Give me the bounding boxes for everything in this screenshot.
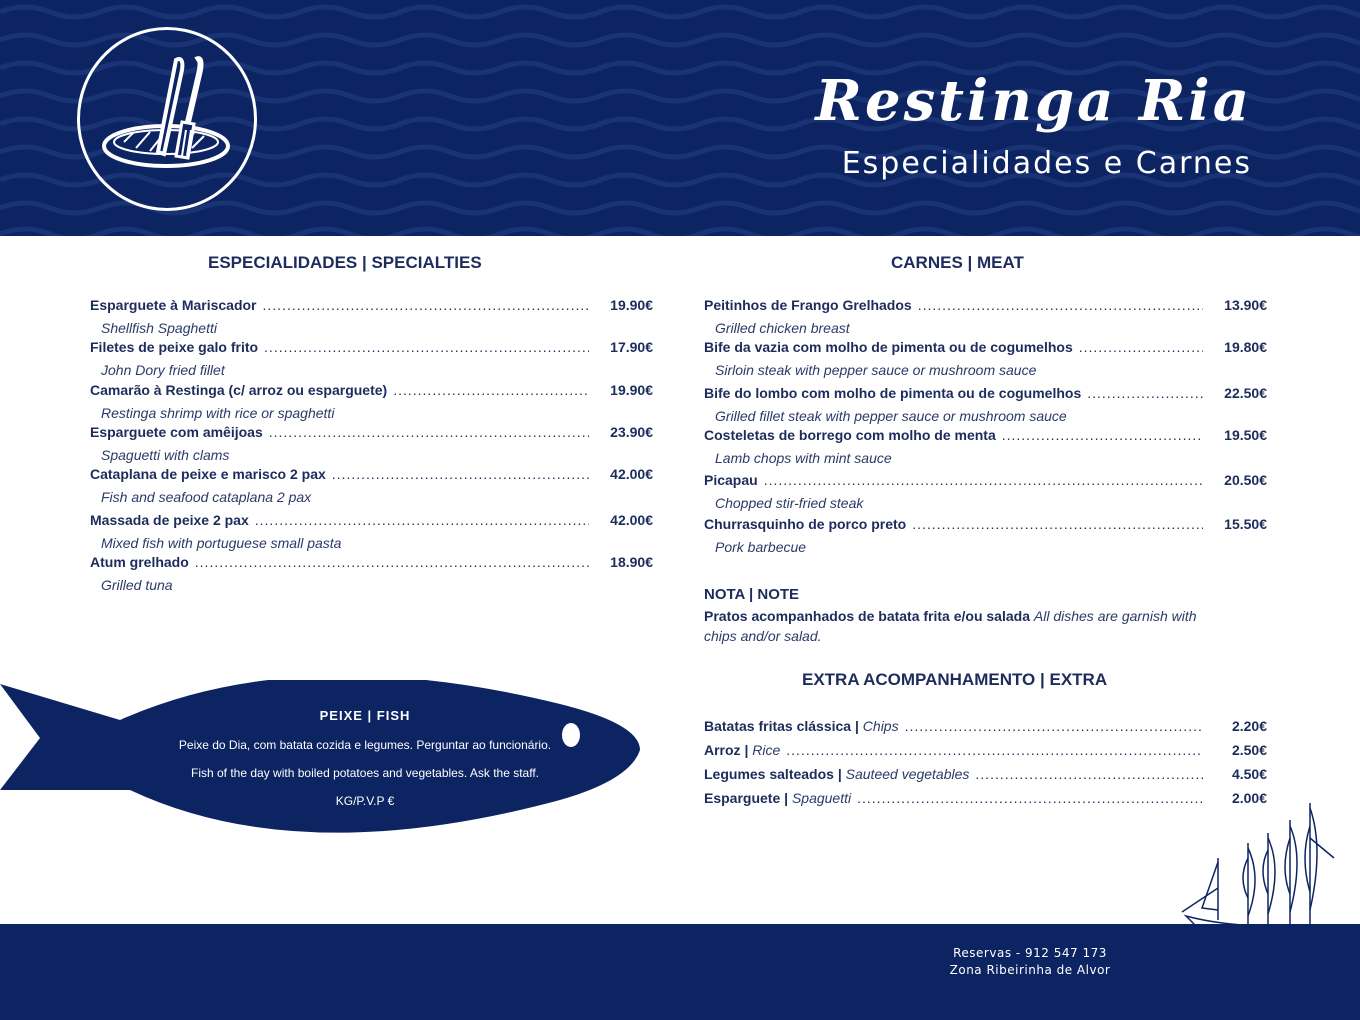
location-text: Zona Ribeirinha de Alvor [949,963,1111,977]
reservations-phone: Reservas - 912 547 173 [953,946,1107,960]
menu-item-description: Spaguetti with clams [101,447,230,463]
meat-title: CARNES | MEAT [891,253,1024,272]
menu-item-line [90,466,653,486]
menu-item-name: Filetes de peixe galo frito [90,339,259,355]
fish-line-pt: Peixe do Dia, com batata cozida e legumes. Perguntar ao funcionário. [178,738,552,752]
menu-item-description: Mixed fish with portuguese small pasta [101,535,342,551]
footer-bar [0,924,1360,1020]
extra-item-name-pt: Esparguete | [704,790,789,806]
menu-item-description: Grilled fillet steak with pepper sauce or mushroom sauce [715,408,1067,424]
menu-item-name: Esparguete à Mariscador [90,297,257,313]
dot-leader [1002,427,1203,443]
menu-item-description: Grilled tuna [101,577,173,593]
menu-item-line [90,297,653,317]
extra-item-price: 2.20€ [1231,718,1267,734]
menu-item-name: Costeletas de borrego com molho de menta [704,427,996,443]
menu-item [704,472,1267,514]
meat-list [704,297,1267,558]
fish-shape-icon [0,680,650,840]
extra-item-name-en: Sauteed vegetables [845,766,970,782]
header-banner [0,0,1360,236]
menu-item [90,512,653,554]
menu-item-name: Picapau [704,472,758,488]
extra-item [704,742,1267,766]
menu-item-name: Massada de peixe 2 pax [90,512,249,528]
menu-item-price: 17.90€ [610,339,653,355]
menu-item-price: 19.90€ [610,382,653,398]
menu-item-name: Churrasquinho de porco preto [704,516,907,532]
dot-leader [195,554,589,570]
menu-item-line [90,554,653,574]
dot-leader [264,339,589,355]
extra-item-name [704,766,969,782]
menu-item-price: 13.90€ [1224,297,1267,313]
menu-item-description: Sirloin steak with pepper sauce or mushroom sauce [715,362,1037,378]
menu-item-line [704,339,1267,359]
menu-item-line [90,512,653,532]
menu-item-price: 23.90€ [610,424,653,440]
menu-item-line [704,472,1267,492]
note-text-en: All dishes are garnish with chips and/or salad. [704,608,1197,644]
dot-leader [905,718,1203,734]
fish-title: PEIXE | FISH [319,708,411,723]
menu-item-line [90,382,653,402]
dot-leader [1079,339,1203,355]
restaurant-name: Restinga Ria [815,68,1252,134]
menu-item [90,554,653,596]
extra-item-name [704,790,851,806]
dot-leader [263,297,589,313]
extra-item-name-en: Chips [862,718,899,734]
menu-item-name: Bife da vazia com molho de pimenta ou de cogumelhos [704,339,1073,355]
logo [77,27,257,211]
sailing-ships-icon [1178,798,1338,943]
extra-item-name-en: Rice [752,742,781,758]
fish-price: KG/P.V.P € [335,794,395,808]
menu-item [90,466,653,508]
menu-item-price: 15.50€ [1224,516,1267,532]
dot-leader [764,472,1203,488]
extra-title: EXTRA ACOMPANHAMENTO | EXTRA [802,670,1108,689]
menu-item-price: 18.90€ [610,554,653,570]
menu-item-line [704,385,1267,405]
menu-item-description: Chopped stir-fried steak [715,495,864,511]
menu-item-description: Restinga shrimp with rice or spaghetti [101,405,335,421]
dot-leader [918,297,1203,313]
menu-item-name: Cataplana de peixe e marisco 2 pax [90,466,326,482]
menu-item-price: 19.90€ [610,297,653,313]
menu-item-description: John Dory fried fillet [101,362,225,378]
menu-item-name: Peitinhos de Frango Grelhados [704,297,912,313]
menu-item-name: Atum grelhado [90,554,189,570]
extra-item-name-pt: Batatas fritas clássica | [704,718,859,734]
menu-item-price: 42.00€ [610,466,653,482]
extra-item-price: 4.50€ [1231,766,1267,782]
menu-item-price: 22.50€ [1224,385,1267,401]
menu-item-name: Esparguete com amêijoas [90,424,263,440]
extra-item-name [704,718,899,734]
dot-leader [786,742,1203,758]
menu-item-description: Shellfish Spaghetti [101,320,217,336]
menu-item [704,516,1267,558]
extra-item [704,766,1267,790]
specialties-list [90,297,653,596]
menu-item-description: Fish and seafood cataplana 2 pax [101,489,312,505]
menu-item-price: 42.00€ [610,512,653,528]
menu-item [90,297,653,339]
fish-banner [0,680,650,845]
grill-steak-fork-icon [80,30,254,208]
menu-item-description: Grilled chicken breast [715,320,850,336]
menu-item-price: 20.50€ [1224,472,1267,488]
note-text-pt: Pratos acompanhados de batata frita e/ou salada [704,608,1030,624]
menu-item-line [704,297,1267,317]
menu-item [90,424,653,466]
extra-item-name-pt: Legumes salteados | [704,766,842,782]
dot-leader [255,512,589,528]
fish-line-en: Fish of the day with boiled potatoes and vegetables. Ask the staff. [191,766,539,780]
dot-leader [269,424,589,440]
note-text [704,606,1204,646]
menu-item [704,297,1267,339]
menu-item-description: Lamb chops with mint sauce [715,450,892,466]
menu-item [90,339,653,381]
menu-item [90,382,653,424]
menu-item [704,339,1267,381]
menu-item-name: Bife do lombo com molho de pimenta ou de cogumelhos [704,385,1082,401]
dot-leader [912,516,1203,532]
menu-item-line [704,427,1267,447]
specialties-title: ESPECIALIDADES | SPECIALTIES [208,253,482,272]
menu-item [704,385,1267,427]
extra-item-price: 2.00€ [1231,790,1267,806]
menu-item-line [704,516,1267,536]
menu-item-price: 19.50€ [1224,427,1267,443]
menu-item-line [90,339,653,359]
dot-leader [975,766,1203,782]
extra-item [704,718,1267,742]
page-subtitle: Especialidades e Carnes [841,146,1252,181]
extra-item-name-en: Spaguetti [791,790,852,806]
menu-item-line [90,424,653,444]
note-title: NOTA | NOTE [704,586,800,603]
dot-leader [857,790,1203,806]
dot-leader [1087,385,1203,401]
menu-item [704,427,1267,469]
dot-leader [332,466,589,482]
menu-item-name: Camarão à Restinga (c/ arroz ou esparguete) [90,382,388,398]
extra-item-name-pt: Arroz | [704,742,749,758]
extra-item-name [704,742,780,758]
dot-leader [393,382,589,398]
menu-item-description: Pork barbecue [715,539,807,555]
menu-item-price: 19.80€ [1224,339,1267,355]
extra-item-price: 2.50€ [1231,742,1267,758]
